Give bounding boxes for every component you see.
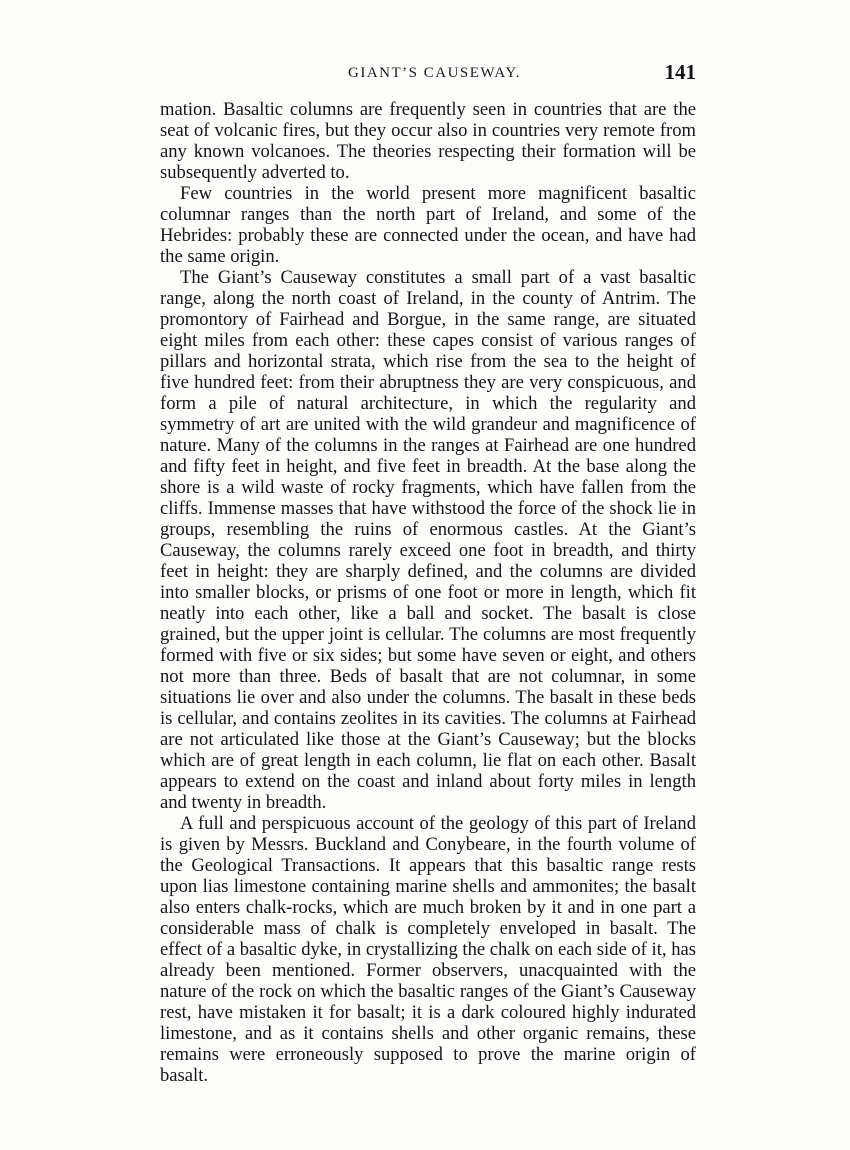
running-head: GIANT’S CAUSEWAY. bbox=[348, 65, 522, 81]
paragraph: mation. Basaltic columns are frequently seen in countries that are the seat of volcanic fires, but they occur also in countries very remote from any known volcanoes. The theories respecting their formation will be subsequently adverted to. bbox=[160, 99, 696, 183]
page-header bbox=[156, 62, 696, 92]
body-text bbox=[160, 99, 696, 1086]
paragraph: A full and perspicuous account of the geology of this part of Ireland is given by Messrs. Buckland and Conybeare, in the fourth volume of the Geological Transactions. It appears that this basaltic range rests upon lias limestone containing marine shells and ammonites; the basalt also enters chalk-rocks, which are much broken by it and in one part a considerable mass of chalk is completely enveloped in basalt. The effect of a basaltic dyke, in crystallizing the chalk on each side of it, has already been mentioned. Former observers, unacquainted with the nature of the rock on which the basaltic ranges of the Giant’s Causeway rest, have mistaken it for basalt; it is a dark coloured highly indurated limestone, and as it contains shells and other organic remains, these remains were erroneously supposed to prove the marine origin of basalt. bbox=[160, 813, 696, 1086]
paragraph: Few countries in the world present more magnificent basaltic columnar ranges than the north part of Ireland, and some of the Hebrides: probably these are connected under the ocean, and have had the same origin. bbox=[160, 183, 696, 267]
page-number: 141 bbox=[664, 60, 696, 84]
paragraph: The Giant’s Causeway constitutes a small part of a vast basaltic range, along the north coast of Ireland, in the county of Antrim. The promontory of Fairhead and Borgue, in the same range, are situated eight miles from each other: these capes consist of various ranges of pillars and horizontal strata, which rise from the sea to the height of five hundred feet: from their abruptness they are very conspicuous, and form a pile of natural architecture, in which the regularity and symmetry of art are united with the wild grandeur and magnificence of nature. Many of the columns in the ranges at Fairhead are one hundred and fifty feet in height, and five feet in breadth. At the base along the shore is a wild waste of rocky fragments, which have fallen from the cliffs. Immense masses that have withstood the force of the shock lie in groups, resembling the ruins of enormous castles. At the Giant’s Causeway, the columns rarely exceed one foot in breadth, and thirty feet in height: they are sharply defined, and the columns are divided into smaller blocks, or prisms of one foot or more in length, which fit neatly into each other, like a ball and socket. The basalt is close grained, but the upper joint is cellular. The columns are most frequently formed with five or six sides; but some have seven or eight, and others not more than three. Beds of basalt that are not columnar, in some situations lie over and also under the columns. The basalt in these beds is cellular, and contains zeolites in its cavities. The columns at Fairhead are not articulated like those at the Giant’s Causeway; but the blocks which are of great length in each column, lie flat on each other. Basalt appears to extend on the coast and inland about forty miles in length and twenty in breadth. bbox=[160, 267, 696, 813]
